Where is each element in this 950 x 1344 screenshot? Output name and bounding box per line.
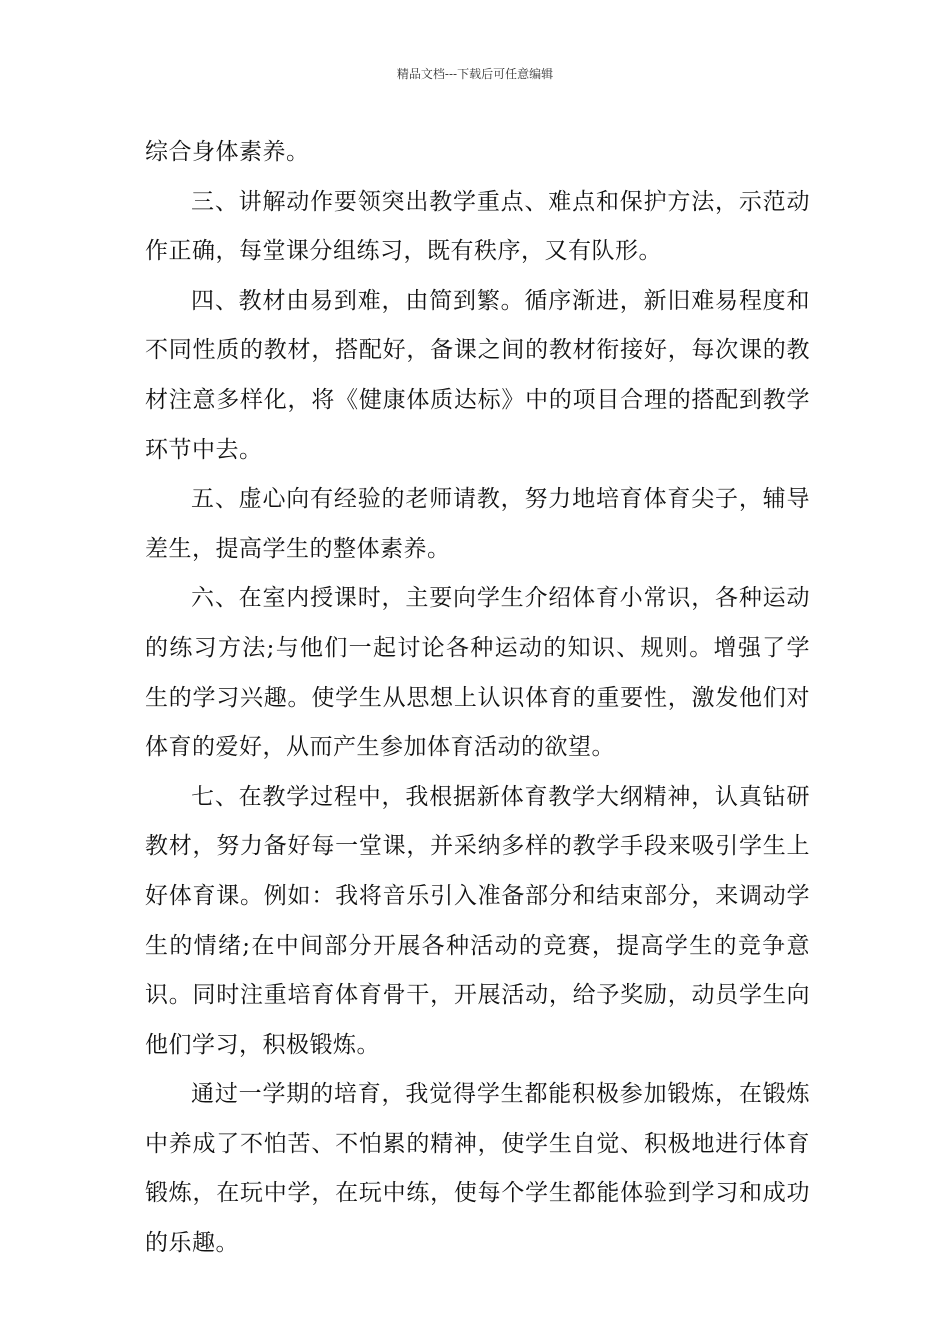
paragraph-item-3: 三、讲解动作要领突出教学重点、难点和保护方法，示范动作正确，每堂课分组练习，既有秩序，又有队形。 xyxy=(145,188,810,265)
page-header: 精品文档---下载后可任意编辑 xyxy=(396,67,554,81)
paragraph-item-6: 六、在室内授课时，主要向学生介绍体育小常识，各种运动的练习方法;与他们一起讨论各种运动的知识、规则。增强了学生的学习兴趣。使学生从思想上认识体育的重要性，激发他们对体育的爱好，从而产生参加体育活动的欲望。 xyxy=(145,585,810,761)
document-body xyxy=(145,128,810,1269)
paragraph-item-5: 五、虚心向有经验的老师请教，努力地培育体育尖子，辅导差生，提高学生的整体素养。 xyxy=(145,486,810,562)
paragraph-conclusion: 通过一学期的培育，我觉得学生都能积极参加锻炼，在锻炼中养成了不怕苦、不怕累的精神，使学生自觉、积极地进行体育锻炼，在玩中学，在玩中练，使每个学生都能体验到学习和成功的乐趣。 xyxy=(145,1081,810,1257)
paragraph-item-4: 四、教材由易到难，由简到繁。循序渐进，新旧难易程度和不同性质的教材，搭配好，备课之间的教材衔接好，每次课的教材注意多样化，将《健康体质达标》中的项目合理的搭配到教学环节中去。 xyxy=(145,287,810,463)
paragraph-item-7: 七、在教学过程中，我根据新体育教学大纲精神，认真钻研教材，努力备好每一堂课，并采纳多样的教学手段来吸引学生上好体育课。例如：我将音乐引入准备部分和结束部分，来调动学生的情绪;在中间部分开展各种活动的竞赛，提高学生的竞争意识。同时注重培育体育骨干，开展活动，给予奖励，动员学生向他们学习，积极锻炼。 xyxy=(145,783,810,1058)
paragraph-continuation: 综合身体素养。 xyxy=(145,139,310,165)
